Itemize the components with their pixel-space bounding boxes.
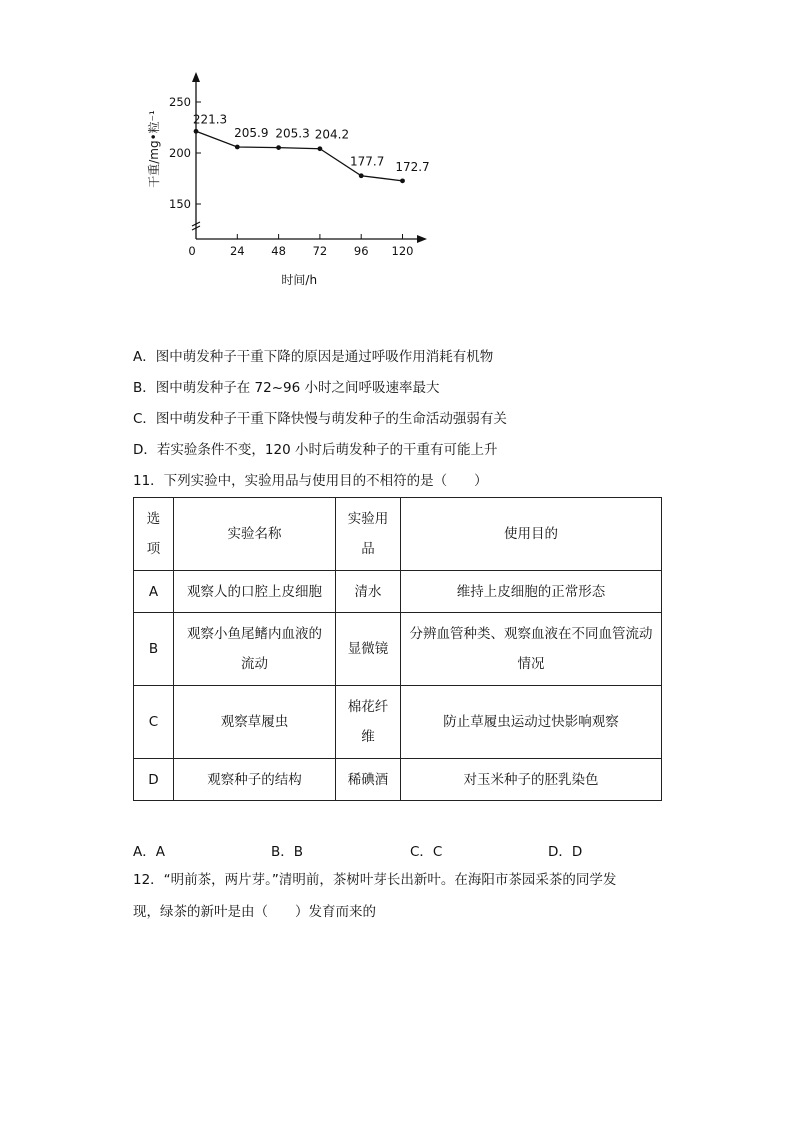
y-axis-arrow <box>192 72 200 82</box>
table-row <box>134 686 662 759</box>
x-tick-label: 48 <box>271 244 286 258</box>
table-cell: 观察小鱼尾鳍内血液的流动 <box>174 613 336 686</box>
q11-option-b: B．B <box>271 844 304 860</box>
table-cell: 棉花纤维 <box>336 686 401 759</box>
table-header-row <box>134 498 662 571</box>
table-cell: A <box>134 571 174 613</box>
chart-svg <box>140 62 440 292</box>
x-tick-label: 72 <box>312 244 328 258</box>
q11-option-a: A．A <box>133 844 165 860</box>
q11-stem: 11．下列实验中，实验用品与使用目的不相符的是（ ） <box>133 473 488 489</box>
table-cell: 观察人的口腔上皮细胞 <box>174 571 336 613</box>
x-tick-label: 0 <box>188 244 196 258</box>
data-label: 204.2 <box>314 127 350 142</box>
q10-option-d: D．若实验条件不变，120 小时后萌发种子的干重有可能上升 <box>133 442 498 458</box>
table-row <box>134 571 662 613</box>
data-label: 221.3 <box>192 112 228 127</box>
chart-axes <box>146 72 430 287</box>
data-label: 205.9 <box>234 125 269 140</box>
y-axis-label: 干重/mg•粒⁻¹ <box>147 110 161 188</box>
table-cell: C <box>134 686 174 759</box>
table-cell: 防止草履虫运动过快影响观察 <box>401 686 662 759</box>
q11-table <box>133 497 662 801</box>
q10-option-c: C．图中萌发种子干重下降快慢与萌发种子的生命活动强弱有关 <box>133 411 507 427</box>
table-cell: 维持上皮细胞的正常形态 <box>401 571 662 613</box>
data-point <box>359 173 364 178</box>
table-cell: 观察草履虫 <box>174 686 336 759</box>
table-cell: 对玉米种子的胚乳染色 <box>401 759 662 801</box>
table-cell: D <box>134 759 174 801</box>
x-axis-arrow <box>417 235 427 243</box>
data-point <box>235 145 240 150</box>
chart-marks <box>193 112 430 183</box>
x-axis-label: 时间/h <box>281 273 318 287</box>
data-point <box>400 178 405 183</box>
table-cell: B <box>134 613 174 686</box>
x-tick-label: 96 <box>353 244 369 258</box>
y-tick-label: 200 <box>169 146 191 160</box>
header-cell: 选项 <box>134 498 174 571</box>
table-row <box>134 759 662 801</box>
q11-option-d: D．D <box>548 844 583 860</box>
q10-option-b: B．图中萌发种子在 72~96 小时之间呼吸速率最大 <box>133 380 440 396</box>
y-tick-label: 250 <box>169 95 191 109</box>
data-label: 172.7 <box>395 159 430 174</box>
data-point <box>194 129 199 134</box>
table-cell: 稀碘酒 <box>336 759 401 801</box>
data-label: 205.3 <box>275 126 310 141</box>
table-row <box>134 613 662 686</box>
header-cell: 实验用品 <box>336 498 401 571</box>
data-label: 177.7 <box>350 154 385 169</box>
q12-line-2: 现，绿茶的新叶是由（ ）发育而来的 <box>133 904 376 920</box>
q10-option-a: A．图中萌发种子干重下降的原因是通过呼吸作用消耗有机物 <box>133 349 494 365</box>
table-cell: 分辨血管种类、观察血液在不同血管流动情况 <box>401 613 662 686</box>
table-cell: 观察种子的结构 <box>174 759 336 801</box>
y-tick-label: 150 <box>169 197 191 211</box>
table-cell: 显微镜 <box>336 613 401 686</box>
q12-line-1: 12．“明前茶，两片芽。”清明前，茶树叶芽长出新叶。在海阳市茶园采茶的同学发 <box>133 872 617 888</box>
header-cell: 实验名称 <box>174 498 336 571</box>
data-point <box>276 145 281 150</box>
x-tick-label: 120 <box>391 244 414 258</box>
x-tick-label: 24 <box>229 244 245 258</box>
dry-weight-chart <box>140 62 440 292</box>
table-cell: 清水 <box>336 571 401 613</box>
q11-option-c: C．C <box>410 844 443 860</box>
data-point <box>318 146 323 151</box>
header-cell: 使用目的 <box>401 498 662 571</box>
